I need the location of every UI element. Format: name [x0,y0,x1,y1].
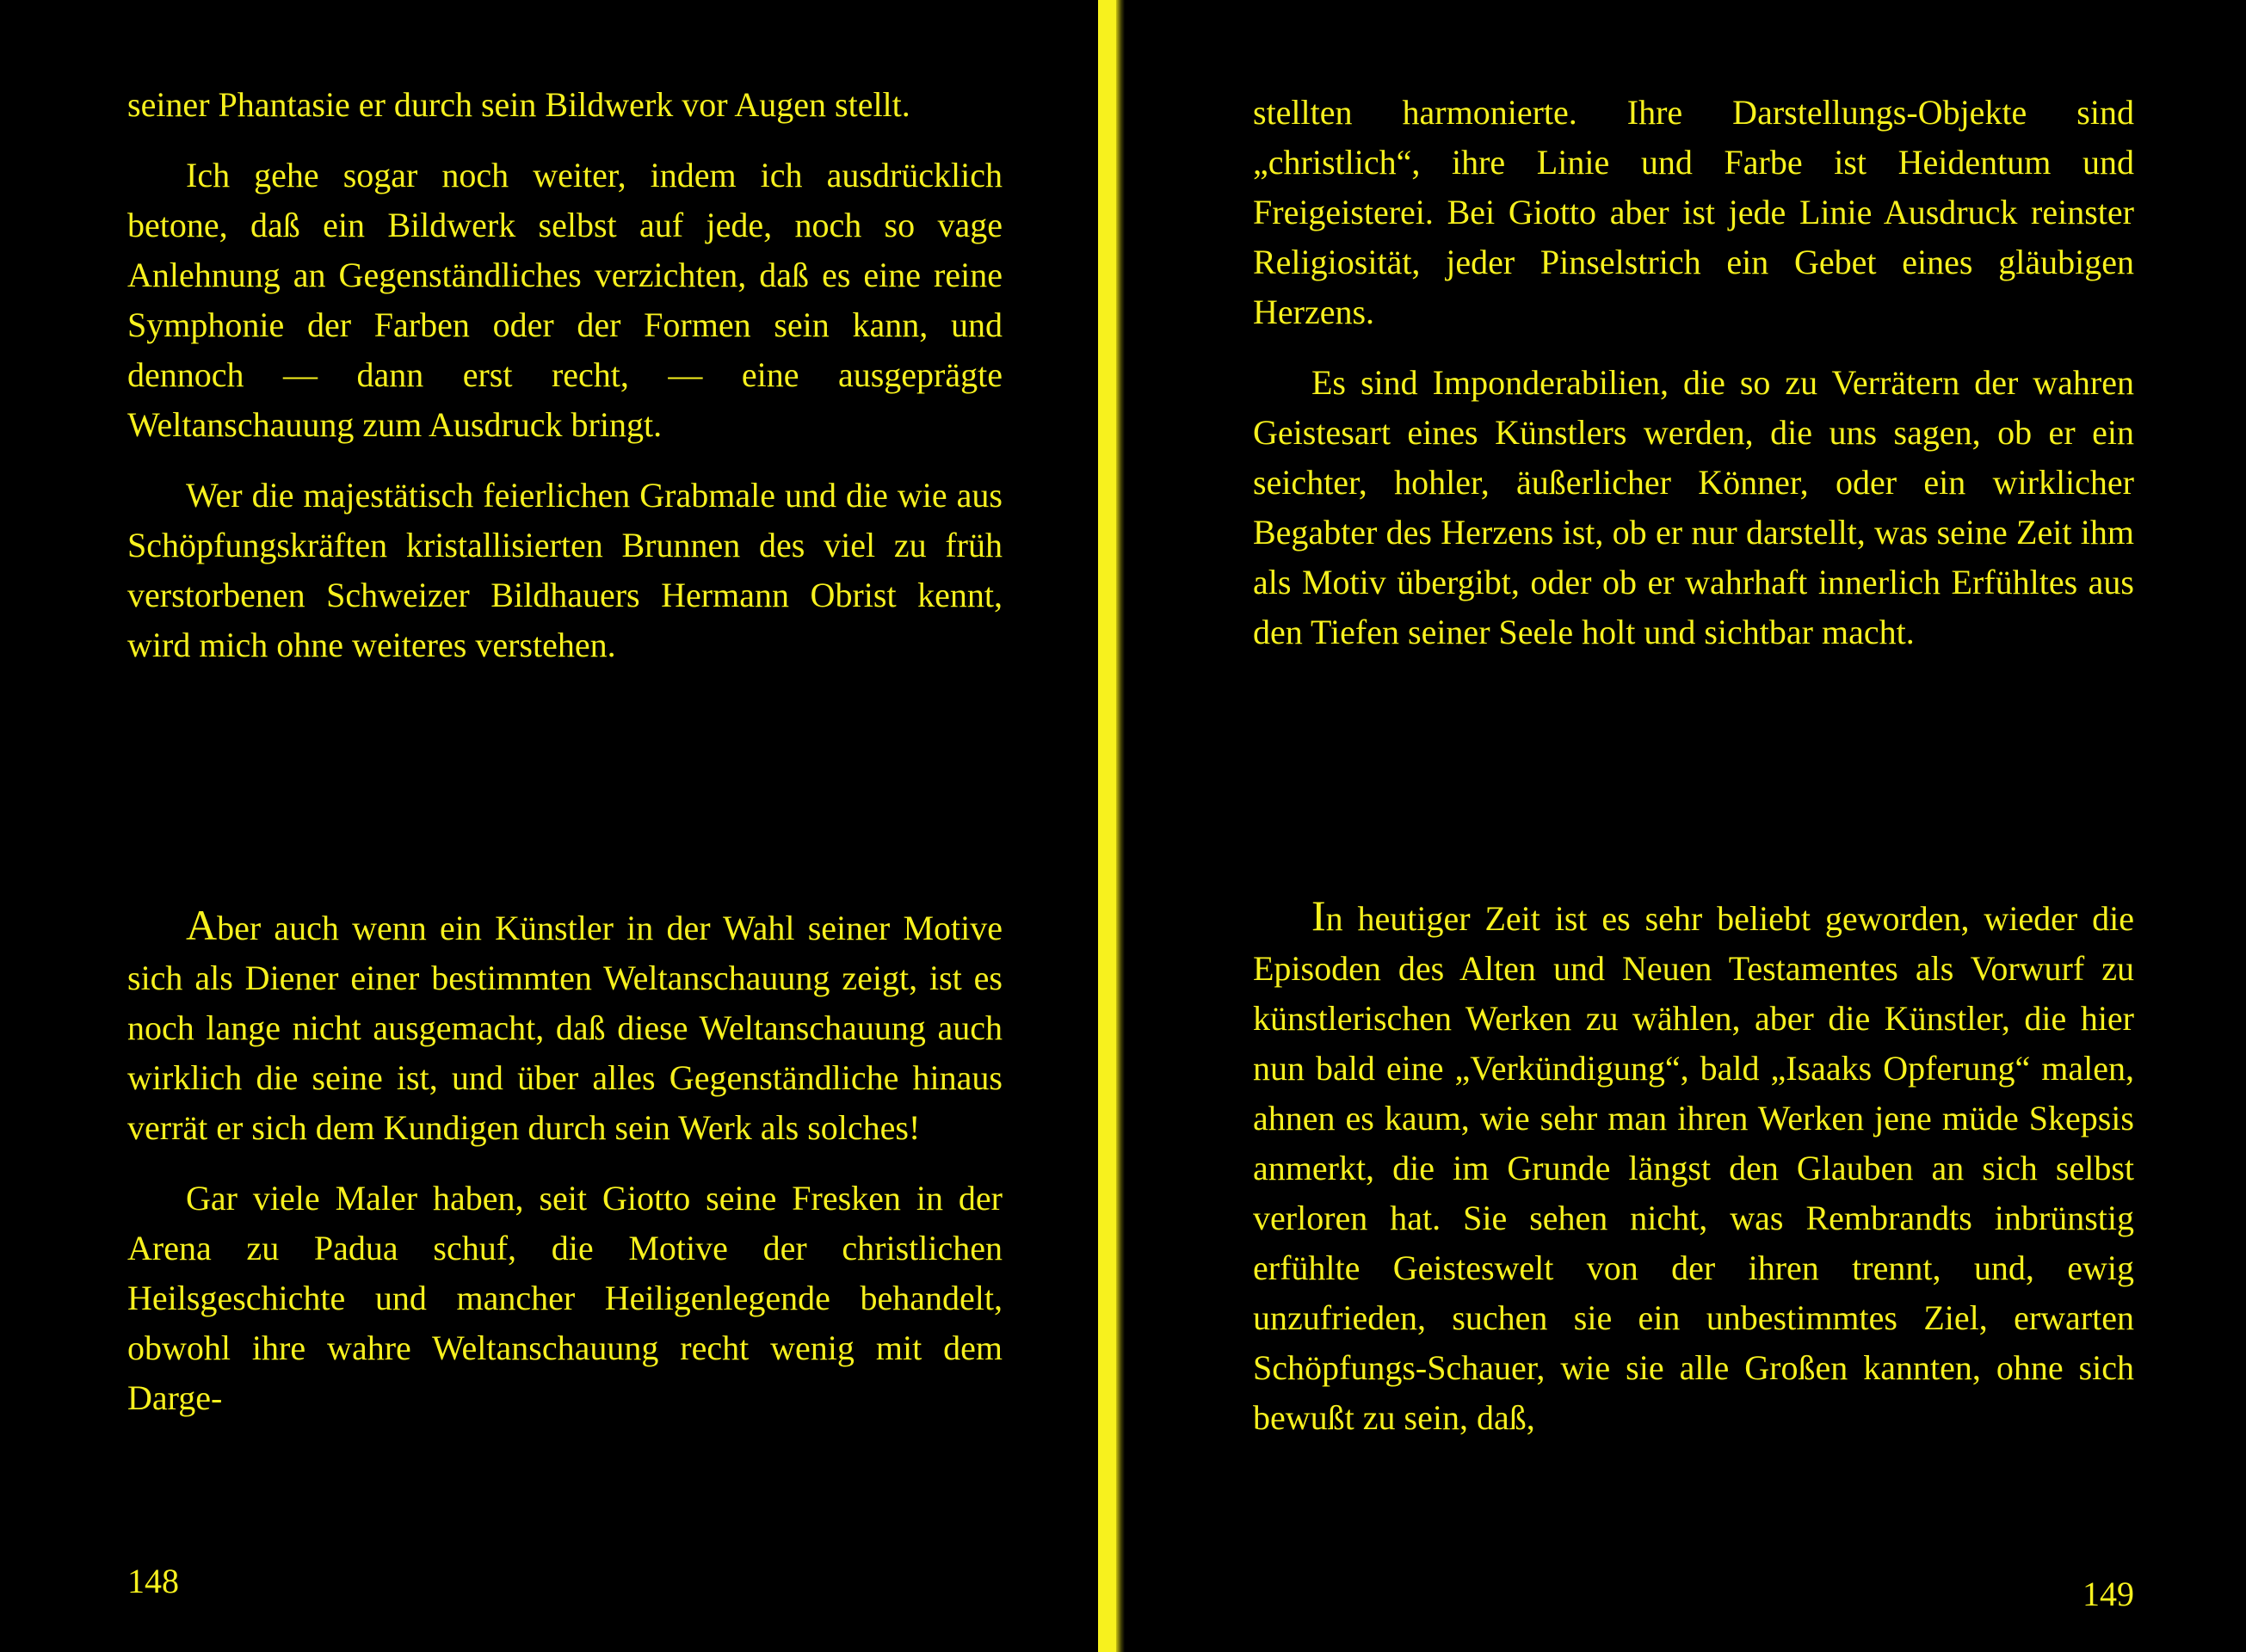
paragraph: Es sind Imponderabilien, die so zu Verrätern der wahren Geistesart eines Künstlers werden, die uns sagen, ob er ein seichter, hohler, äußerlicher Könner, oder ein wirklicher Begabter des Herzens ist, ob er nur darstellt, was seine Zeit ihm als Motiv übergibt, oder ob er wahrhaft innerlich Erfühltes aus den Tiefen seiner Seele holt und sichtbar macht. [1253,363,2134,651]
right-page-section [1253,891,2134,1443]
paragraph: stellten harmonierte. Ihre Darstellungs-Objekte sind „christlich“, ihre Linie und Farbe ist Heidentum und Freigeisterei. Bei Giotto aber ist jede Linie Ausdruck reinster Religiosität, jeder Pinselstrich ein Gebet eines gläubigen Herzens. [1253,93,2134,331]
paragraph: Ich gehe sogar noch weiter, indem ich ausdrücklich betone, daß ein Bildwerk selbst auf jede, noch so vage Anlehnung an Gegenständliches verzichten, daß es eine reine Symphonie der Farben oder der Formen sein kann, und dennoch — dann erst recht, — eine ausgeprägte Weltanschauung zum Ausdruck bringt. [127,156,1003,444]
paragraph: Wer die majestätisch feierlichen Grabmale und die wie aus Schöpfungskräften kristallisierten Brunnen des viel zu früh verstorbenen Schweizer Bildhauers Hermann Obrist kennt, wird mich ohne weiteres verstehen. [127,476,1003,664]
left-page-top-text [127,80,1003,670]
book-spine [1098,0,1116,1652]
paragraph: Gar viele Maler haben, seit Giotto seine Fresken in der Arena zu Padua schuf, die Motive der christlichen Heilsgeschichte und mancher Heiligenlegende behandelt, obwohl ihre wahre Weltanschauung recht wenig mit dem Darge- [127,1179,1003,1417]
spine-shadow [1116,0,1125,1652]
paragraph-text: n heutiger Zeit ist es sehr beliebt geworden, wieder die Episoden des Alten und Neuen Testamentes als Vorwurf zu künstlerischen Werken zu wählen, aber die Künstler, die hier nun bald eine „Verkündigung“, bald „Isaaks Opferung“ malen, ahnen es kaum, wie sehr man ihren Werken jene müde Skepsis anmerkt, die im Grunde längst den Glauben an sich selbst verloren hat. Sie sehen nicht, was Rembrandts inbrünstig erfühlte Geisteswelt von der ihren trennt, und, ewig unzufrieden, suchen sie ein unbestimmtes Ziel, erwarten Schöpfungs-Schauer, wie sie alle Großen kannten, ohne sich bewußt zu sein, daß, [1253,899,2134,1437]
paragraph: seiner Phantasie er durch sein Bildwerk vor Augen stellt. [127,85,910,124]
page-number-left: 148 [127,1562,179,1600]
left-page-section [127,900,1003,1423]
initial-letter: A [186,901,218,949]
right-page-top-text [1253,88,2134,657]
section-opening-paragraph [127,900,1003,1153]
paragraph-text: ber auch wenn ein Künstler in der Wahl seiner Motive sich als Diener einer bestimmten Weltanschauung zeigt, ist es noch lange nicht ausgemacht, daß diese Weltanschauung auch wirklich die seine ist, und über alles Gegenständliche hinaus verrät er sich dem Kundigen durch sein Werk als solches! [127,909,1003,1147]
section-opening-paragraph [1253,891,2134,1443]
right-page [1127,0,2246,1652]
initial-letter: I [1311,891,1326,940]
left-page [0,0,1097,1652]
page-number-right: 149 [2082,1575,2134,1613]
